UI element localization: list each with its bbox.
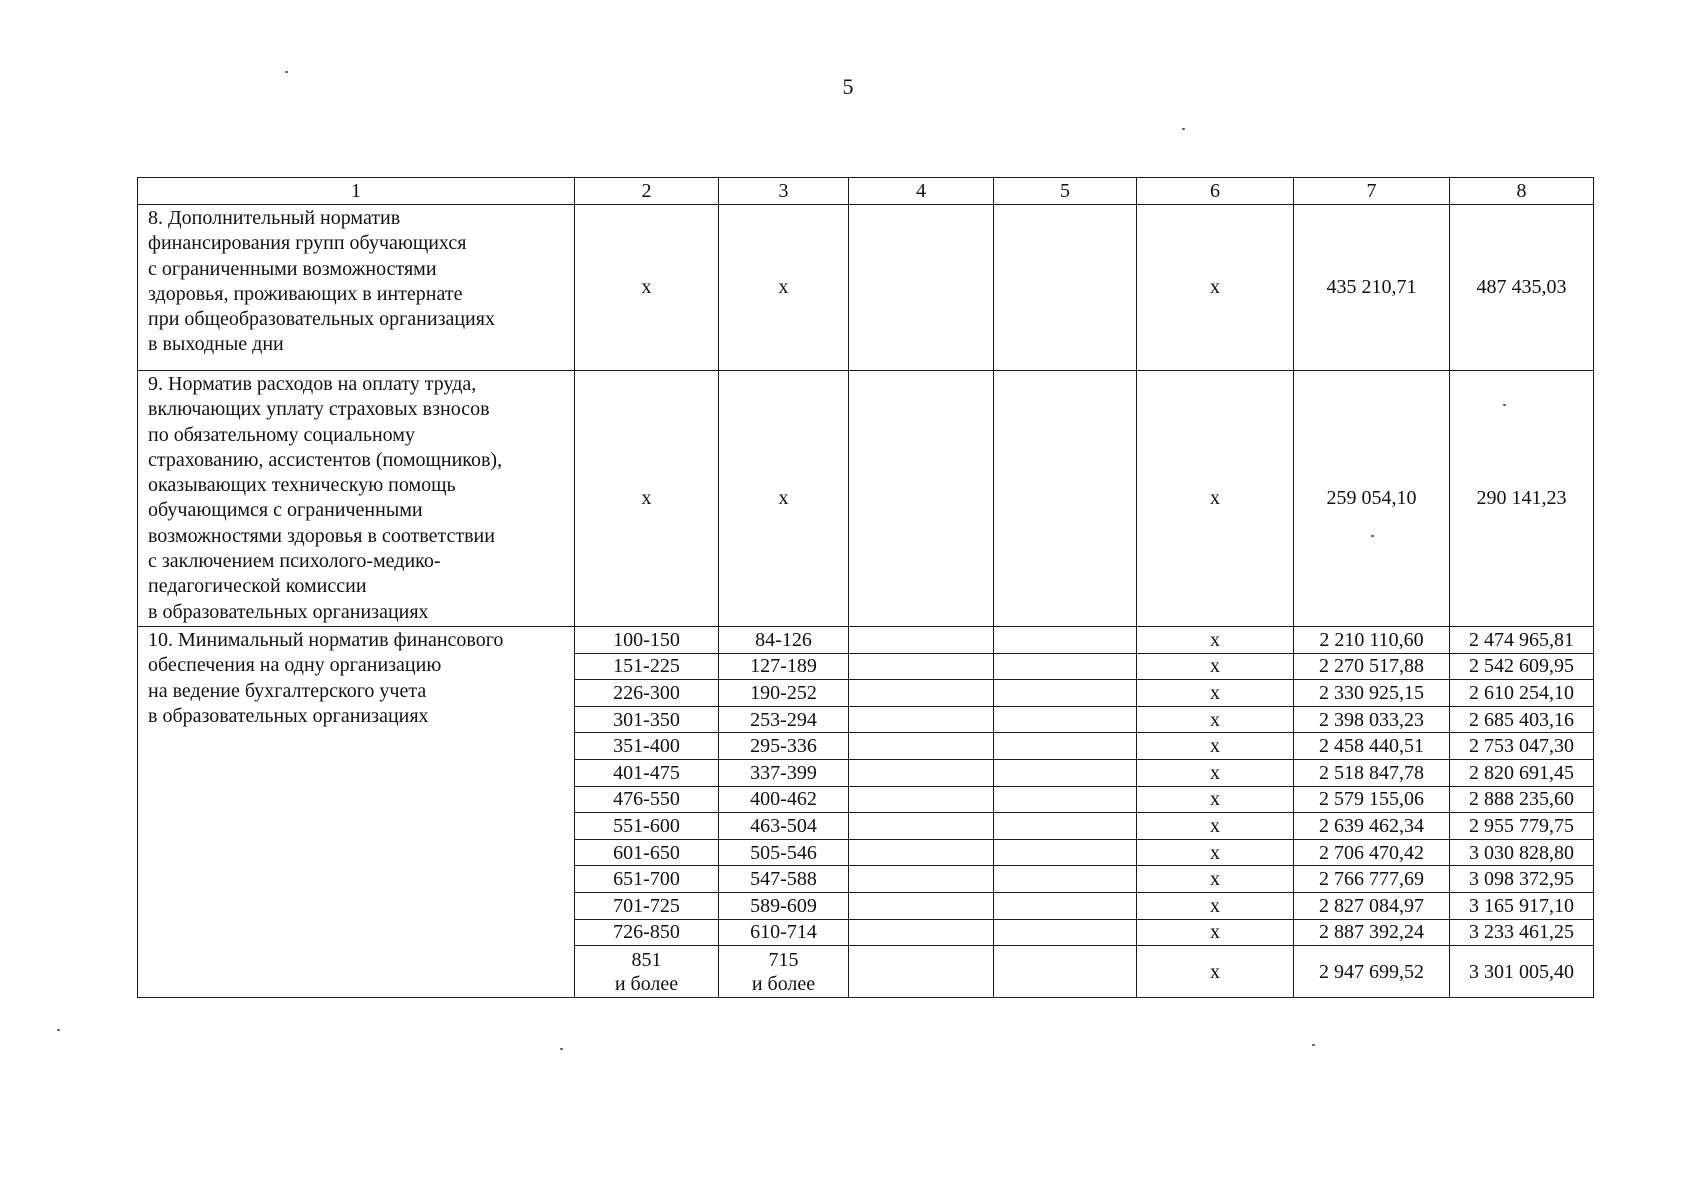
table-cell (994, 205, 1137, 371)
table-cell (994, 733, 1137, 760)
table-cell: 2 820 691,45 (1450, 759, 1594, 786)
table-cell: 84-126 (719, 627, 849, 654)
table-cell (994, 627, 1137, 654)
table-cell: 2 955 779,75 (1450, 813, 1594, 840)
table-cell: 701-725 (575, 892, 719, 919)
table-cell (994, 866, 1137, 893)
table-cell: x (1137, 919, 1294, 946)
table-cell: 290 141,23 (1450, 371, 1594, 627)
table-cell: x (719, 371, 849, 627)
table-cell: 351-400 (575, 733, 719, 760)
scan-speck (560, 1048, 563, 1050)
table-cell: 851 и более (575, 946, 719, 998)
table-cell (849, 946, 994, 998)
table-cell: 715 и более (719, 946, 849, 998)
table-cell: 2 639 462,34 (1294, 813, 1450, 840)
table-cell: 2 270 517,88 (1294, 653, 1450, 680)
row-description: 9. Норматив расходов на оплату труда, включающих уплату страховых взносов по обязательному социальному страхованию, ассистентов (помощников), оказывающих техническую помощь обучающимся с ограниченными возможностями здоровья в соответствии с заключением психолого-медико- педагогической комиссии в образовательных организациях (138, 371, 575, 627)
table-cell (994, 813, 1137, 840)
table-cell: 3 301 005,40 (1450, 946, 1594, 998)
table-cell (994, 946, 1137, 998)
table-cell: 2 753 047,30 (1450, 733, 1594, 760)
table-cell: 2 579 155,06 (1294, 786, 1450, 813)
table-cell: 610-714 (719, 919, 849, 946)
scan-speck (1182, 128, 1185, 130)
table-cell (849, 813, 994, 840)
table-cell: 2 706 470,42 (1294, 839, 1450, 866)
table-cell: x (1137, 627, 1294, 654)
column-number-cell: 6 (1137, 178, 1294, 205)
table-cell (849, 839, 994, 866)
scan-speck (285, 71, 288, 73)
table-cell: 505-546 (719, 839, 849, 866)
table-cell: 2 518 847,78 (1294, 759, 1450, 786)
table-cell (994, 706, 1137, 733)
column-number-cell: 1 (138, 178, 575, 205)
table-cell: x (1137, 759, 1294, 786)
table-cell (849, 627, 994, 654)
table-cell: 2 210 110,60 (1294, 627, 1450, 654)
table-cell: x (1137, 371, 1294, 627)
table-cell (994, 759, 1137, 786)
table-cell: x (1137, 813, 1294, 840)
table-cell (849, 653, 994, 680)
table-cell: x (575, 371, 719, 627)
table-cell: 2 330 925,15 (1294, 680, 1450, 707)
table-cell: 487 435,03 (1450, 205, 1594, 371)
scan-speck (57, 1029, 60, 1031)
table-cell: x (1137, 839, 1294, 866)
table-cell: 2 947 699,52 (1294, 946, 1450, 998)
table-cell: 726-850 (575, 919, 719, 946)
table-cell: 259 054,10 (1294, 371, 1450, 627)
table-cell (849, 205, 994, 371)
table-cell: 295-336 (719, 733, 849, 760)
table-cell: 601-650 (575, 839, 719, 866)
column-number-cell: 8 (1450, 178, 1594, 205)
table-cell: 547-588 (719, 866, 849, 893)
table-cell: 400-462 (719, 786, 849, 813)
column-number-cell: 7 (1294, 178, 1450, 205)
table-cell (994, 892, 1137, 919)
table-cell: 651-700 (575, 866, 719, 893)
table-cell: 2 766 777,69 (1294, 866, 1450, 893)
table-cell (994, 786, 1137, 813)
table-cell: 2 887 392,24 (1294, 919, 1450, 946)
table-cell: x (1137, 706, 1294, 733)
row-description: 8. Дополнительный норматив финансирования групп обучающихся с ограниченными возможностями здоровья, проживающих в интернате при общеобразовательных организациях в выходные дни (138, 205, 575, 371)
table-cell: 2 685 403,16 (1450, 706, 1594, 733)
table-cell (994, 371, 1137, 627)
row-description: 10. Минимальный норматив финансового обеспечения на одну организацию на ведение бухгалтерского учета в образовательных организациях (138, 627, 575, 998)
table-row (138, 205, 1594, 371)
table-cell: x (1137, 786, 1294, 813)
scan-speck (1312, 1044, 1315, 1046)
table-cell: x (1137, 680, 1294, 707)
table-cell: 3 030 828,80 (1450, 839, 1594, 866)
table-cell (849, 680, 994, 707)
table-cell (849, 371, 994, 627)
table-cell: 3 233 461,25 (1450, 919, 1594, 946)
table-cell: 401-475 (575, 759, 719, 786)
table-cell: 2 827 084,97 (1294, 892, 1450, 919)
table-cell (849, 706, 994, 733)
table-cell: x (719, 205, 849, 371)
table-cell: 476-550 (575, 786, 719, 813)
table-cell: 151-225 (575, 653, 719, 680)
table-cell: 435 210,71 (1294, 205, 1450, 371)
column-number-row (138, 178, 1594, 205)
table-cell: 337-399 (719, 759, 849, 786)
table-cell: 463-504 (719, 813, 849, 840)
table-row (138, 627, 1594, 654)
table-cell (994, 680, 1137, 707)
table-cell (849, 866, 994, 893)
table-cell: 2 888 235,60 (1450, 786, 1594, 813)
page-number: 5 (842, 74, 854, 99)
table-cell: 2 458 440,51 (1294, 733, 1450, 760)
table-cell (849, 892, 994, 919)
table-cell: 2 474 965,81 (1450, 627, 1594, 654)
table-cell: 253-294 (719, 706, 849, 733)
table-cell: 2 398 033,23 (1294, 706, 1450, 733)
table-cell (849, 786, 994, 813)
table-cell: 301-350 (575, 706, 719, 733)
table-cell: 127-189 (719, 653, 849, 680)
table-cell: 226-300 (575, 680, 719, 707)
table-cell: x (575, 205, 719, 371)
normatives-table (137, 177, 1594, 998)
table-cell: 3 165 917,10 (1450, 892, 1594, 919)
column-number-cell: 2 (575, 178, 719, 205)
table-cell (849, 733, 994, 760)
table-cell (849, 919, 994, 946)
table-cell: 190-252 (719, 680, 849, 707)
column-number-cell: 4 (849, 178, 994, 205)
table-cell: 2 610 254,10 (1450, 680, 1594, 707)
column-number-cell: 5 (994, 178, 1137, 205)
table-cell (994, 839, 1137, 866)
table-cell: x (1137, 946, 1294, 998)
table-cell: 2 542 609,95 (1450, 653, 1594, 680)
table-cell: x (1137, 653, 1294, 680)
table-cell: x (1137, 205, 1294, 371)
table-row (138, 371, 1594, 627)
table-cell (849, 759, 994, 786)
table-cell: x (1137, 733, 1294, 760)
table-cell: 551-600 (575, 813, 719, 840)
column-number-cell: 3 (719, 178, 849, 205)
table-cell: 589-609 (719, 892, 849, 919)
table-cell (994, 919, 1137, 946)
table-cell: 100-150 (575, 627, 719, 654)
table-cell (994, 653, 1137, 680)
table-cell: x (1137, 892, 1294, 919)
table-cell: 3 098 372,95 (1450, 866, 1594, 893)
table-cell: x (1137, 866, 1294, 893)
